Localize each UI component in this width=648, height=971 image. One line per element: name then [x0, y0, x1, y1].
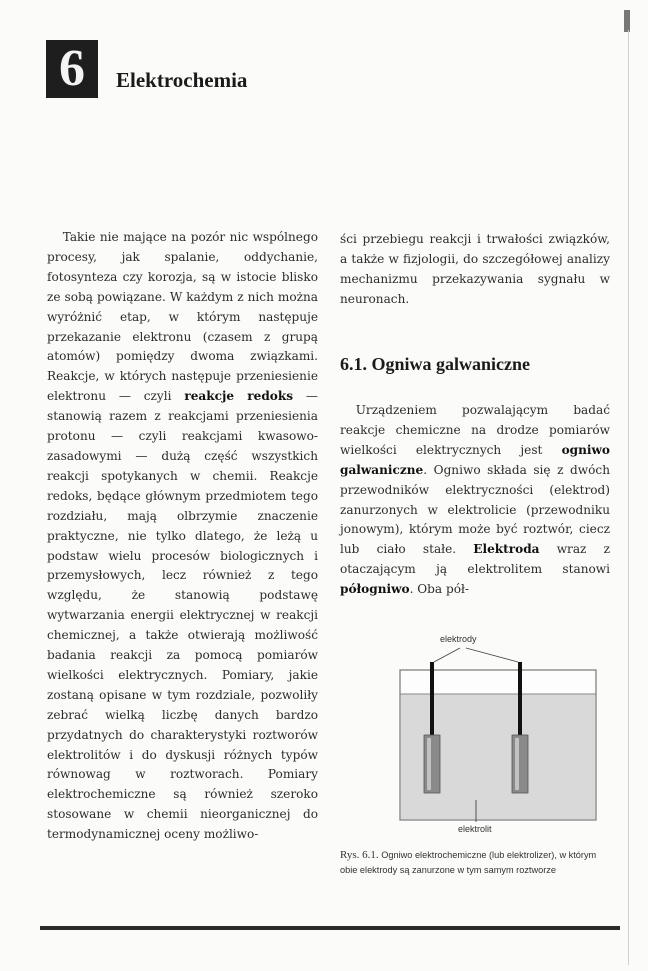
- electrochemical-cell-figure: [388, 632, 606, 844]
- term-ogniwo-galwaniczne: ogniwo galwaniczne: [340, 442, 610, 477]
- left-electrode-shine: [427, 738, 431, 790]
- cell-diagram: [388, 632, 606, 844]
- term-redoks: reakcje redoks: [184, 389, 294, 404]
- label-elektrody: elektrody: [440, 634, 477, 644]
- section-heading: 6.1. Ogniwa galwaniczne: [340, 354, 531, 374]
- left-text-column: [47, 228, 318, 845]
- term-elektroda: Elektroda: [473, 542, 540, 557]
- right-text-continuation: [340, 230, 610, 310]
- term-pologniwo: półogniwo: [340, 582, 410, 597]
- label-pointer-left: [434, 648, 460, 662]
- left-electrode: [424, 735, 440, 793]
- bottom-rule: [40, 926, 620, 930]
- page-edge-rule: [628, 30, 629, 965]
- section-paragraph: Urządzeniem pozwalającym badać reakcje chemiczne na drodze pomiarów wielkości elektrycznych jest ogniwo galwaniczne. Ogniwo składa się z dwóch przewodników elektryczności (elektrod) zanurzonych w elektrolicie (przewodniku jonowym), którym może być roztwór, ciecz lub ciało stałe. Elektroda wraz z otaczającym ją elektrolitem stanowi półogniwo. Oba pół-: [340, 403, 610, 597]
- caption-text: Ogniwo elektrochemiczne (lub elektrolizer), w którym obie elektrody są zanurzone w tym samym roztworze: [340, 850, 597, 875]
- label-pointer-right: [466, 648, 518, 662]
- continuation-paragraph: ści przebiegu reakcji i trwałości związków, a także w fizjologii, do szczegółowej analizy mechanizmu przekazywania sygnału w neuronach.: [340, 232, 610, 306]
- right-electrode: [512, 735, 528, 793]
- right-electrode-shine: [515, 738, 519, 790]
- section-body: [340, 401, 610, 600]
- chapter-number-badge: 6: [46, 40, 98, 98]
- page-edge-mark: [624, 10, 630, 32]
- intro-paragraph: Takie nie mające na pozór nic wspólnego procesy, jak spalanie, oddychanie, fotosynteza czy korozja, są w istocie blisko ze sobą powiązane. W każdym z nich można wyróżnić etap, w którym następuje przekazanie elektronu (czasem z grupą atomów) pomiędzy dwoma związkami. Reakcje, w których następuje przeniesienie elektronu — czyli reakcje redoks — stanowią razem z reakcjami przeniesienia protonu — czyli reakcjami kwasowo-zasadowymi — dużą część wszystkich reakcji spotykanych w chemii. Reakcje redoks, będące głównym przedmiotem tego rozdziału, mają olbrzymie znaczenie praktyczne, nie tylko dlatego, że leżą u podstaw wielu procesów biologicznych i przemysłowych, lecz również z tego względu, że stanowią podstawę wytwarzania energii elektrycznej w reakcji chemicznej, a także otwierają możliwość badania reakcji za pomocą pomiarów wielkości elektrycznych. Pomiary, jakie zostaną opisane w tym rozdziale, pozwoliły zebrać wielką liczbę danych bardzo przydatnych do charakterystyki roztworów elektrolitów i do dyskusji różnych typów równowag w roztworach. Pomiary elektrochemiczne są również szeroko stosowane w chemii nieorganicznej do termodynamicznej oceny możliwo-: [47, 230, 318, 842]
- chapter-title: Elektrochemia: [116, 68, 248, 92]
- caption-number: Rys. 6.1.: [340, 849, 379, 861]
- figure-caption: [340, 848, 610, 877]
- label-elektrolit: elektrolit: [458, 824, 492, 834]
